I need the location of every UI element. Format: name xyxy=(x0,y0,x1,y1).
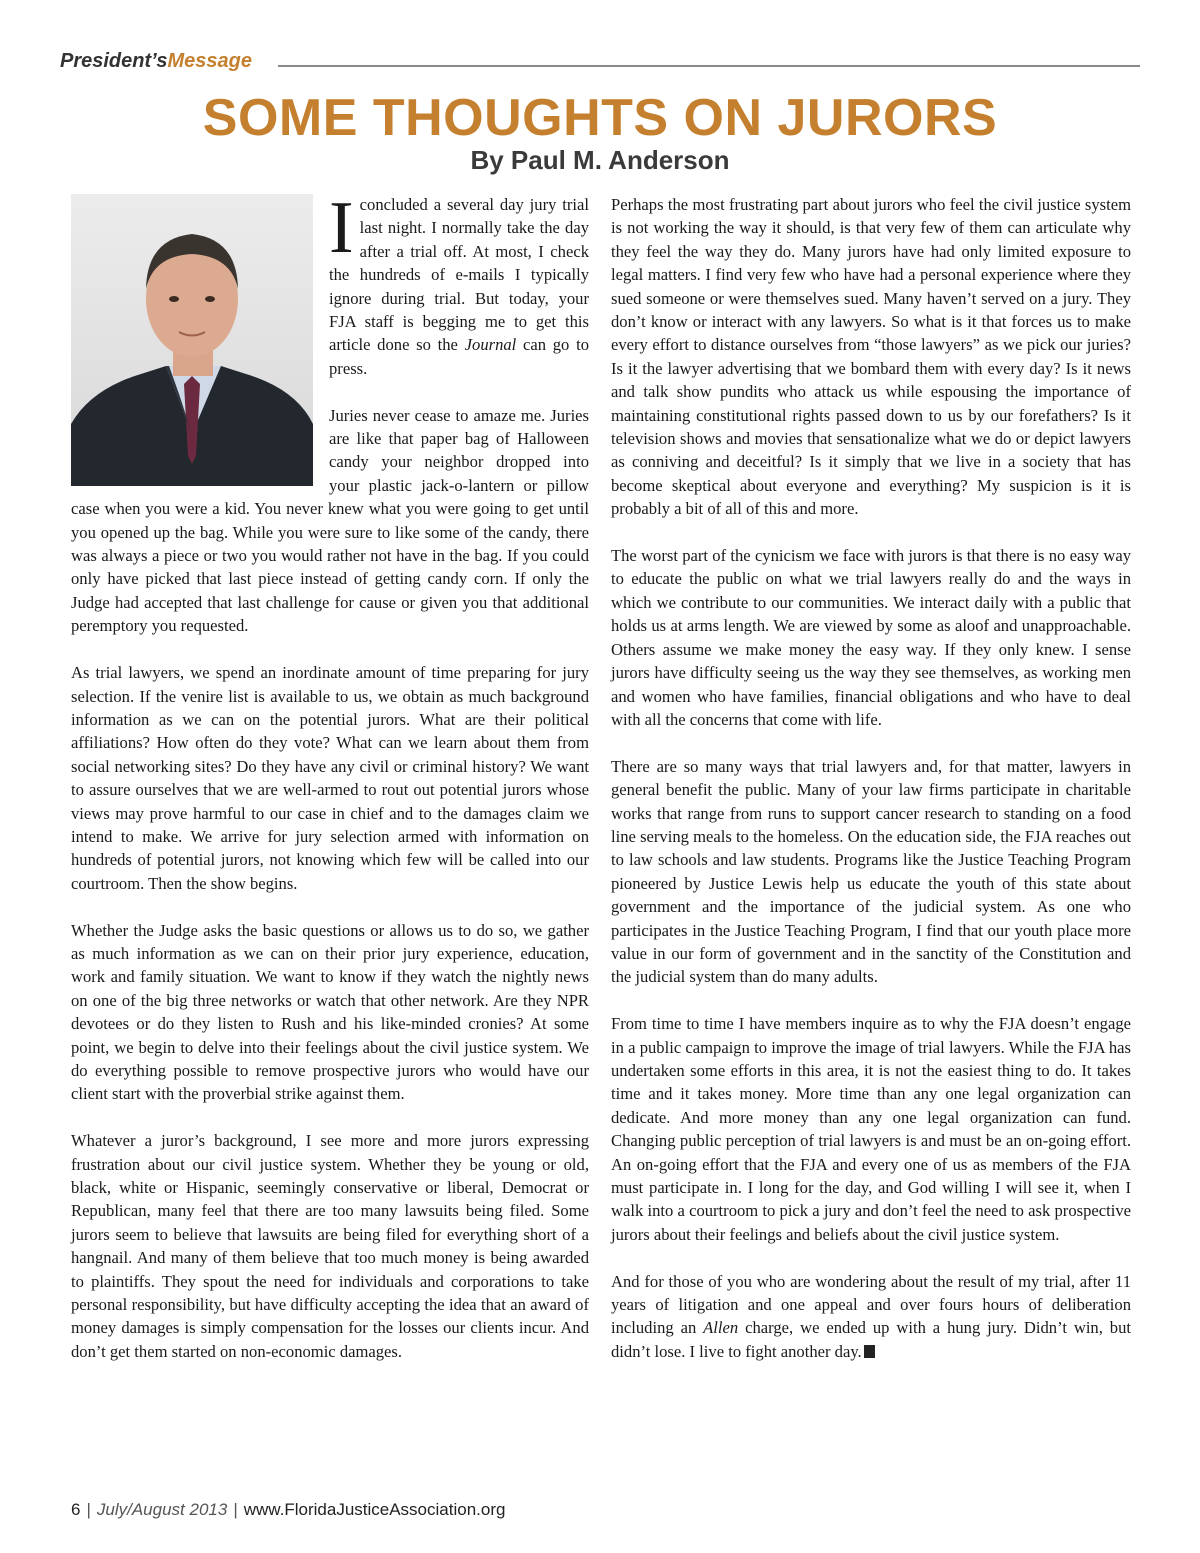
footer-separator: | xyxy=(86,1500,91,1519)
paragraph-1-end: can go to press. xyxy=(329,335,589,378)
article-column-right xyxy=(611,193,1131,1387)
article-column-left xyxy=(71,187,589,1387)
paragraph-8: There are so many ways that trial lawyers and, for that matter, lawyers in general benefit the public. Many of your law firms participate in charitable works that range from runs to support cancer research to standing on a food line serving meals to the homeless. On the education side, the FJA reaches out to law schools and law students. Programs like the Justice Teaching Program pioneered by Justice Lewis help us educate the youth of this state about government and the importance of the judicial system. As one who participates in the Justice Teaching Program, I find that our youth place more value in our form of government and in the sanctity of the Constitution and the judicial system than do many adults. xyxy=(611,756,1131,987)
paragraph-7: The worst part of the cynicism we face with jurors is that there is no easy way to educate the public on what we trial lawyers really do and the ways in which we contribute to our communities. We interact daily with a public that holds us at arms length. We are viewed by some as aloof and unapproachable. Others assume we make money the easy way. If they only knew. I sense jurors have difficulty seeing us the way they see themselves, as working men and women who have families, financial obligations and who have to deal with all the concerns that come with life. xyxy=(611,546,1131,729)
paragraph-5: Whatever a juror’s background, I see more and more jurors expressing frustration about our civil justice system. Whether they be young or old, black, white or Hispanic, seemingly conservative or liberal, Democrat or Republican, many feel that there are too many lawsuits being filed. Some jurors seem to believe that lawsuits are being filed for everything short of a hangnail. And many of them believe that too much money is being awarded to plaintiffs. They spout the need for individuals and corporations to take personal responsibility, but have difficulty accepting the idea that an award of money damages is simply compensation for the losses our clients incur. And don’t get them started on non-economic damages. xyxy=(71,1131,589,1361)
journal-title: Journal xyxy=(464,335,517,355)
drop-cap: I xyxy=(329,187,354,269)
paragraph-9: From time to time I have members inquire as to why the FJA doesn’t engage in a public campaign to improve the image of trial lawyers. While the FJA has undertaken some efforts in this area, it is not the easiest thing to do. It takes time and it takes money. More time than any one legal organization can dedicate. And more money than any one legal organization can fund. Changing public perception of trial lawyers is and must be an on-going effort. An on-going effort that the FJA and every one of us as members of the FJA must participate in. I long for the day, and God willing I will see it, when I walk into a courtroom to pick a jury and don’t feel the need to ask prospective jurors about their feelings and beliefs about the civil justice system. xyxy=(611,1014,1131,1244)
article-byline: By Paul M. Anderson xyxy=(470,145,730,175)
issue-date: July/August 2013 xyxy=(96,1500,228,1519)
paragraph-6: Perhaps the most frustrating part about jurors who feel the civil justice system is not working the way it should, is that very few of them can articulate why they feel the way they do. Many jurors have had only limited exposure to legal matters. I find very few who have had a personal experience where they sued someone or were themselves sued. Many haven’t served on a jury. They don’t know or interact with any lawyers. So what is it that forces us to make every effort to distance ourselves from “those lawyers” as we pick our juries? Is it the lawyer advertising that we bombard them with every day? Is it news and talk show pundits who attack us while espousing the importance of maintaining constitutional rights passed down to us by our forefathers? Is it television shows and movies that sensationalize what we do or depict lawyers as conniving and deceitful? Is it simply that we live in a society that has become skeptical about everyone and everything? My suspicion is it is probably a bit of all of this and more. xyxy=(611,195,1131,519)
header-rule xyxy=(278,65,1140,67)
allen-charge-term: Allen xyxy=(703,1318,739,1338)
article-title: SOME THOUGHTS ON JURORS xyxy=(202,89,998,147)
page-number: 6 xyxy=(71,1500,81,1519)
page-footer xyxy=(71,1500,505,1520)
section-header xyxy=(60,50,1140,78)
paragraph-10 xyxy=(611,1270,1131,1364)
paragraph-10-start: And for those of you who are wondering about the result of my trial, after 11 years of litigation and one appeal and over fours hours of deliberation including an xyxy=(611,1271,1131,1338)
author-photo xyxy=(71,194,313,486)
section-label xyxy=(60,50,252,73)
section-label-accent: Message xyxy=(167,50,252,72)
footer-separator: | xyxy=(233,1500,238,1519)
end-of-article-mark xyxy=(864,1345,875,1358)
paragraph-2: Juries never cease to amaze me. Juries are like that paper bag of Halloween candy your neighbor dropped into your plastic jack-o-lantern or pillow case when you were a kid. You never knew what you were going to get until you opened up the bag. While you were sure to like some of the candy, there was always a piece or two you would rather not have in the bag. If you could only have picked that last piece instead of getting candy corn. If only the Judge had accepted that last challenge for cause or given you that additional peremptory you requested. xyxy=(71,405,589,636)
paragraph-3: As trial lawyers, we spend an inordinate amount of time preparing for jury selection. If the venire list is available to us, we obtain as much background information as we can on the potential jurors. What are their political affiliations? How often do they vote? What can we learn about them from social networking sites? Do they have any civil or criminal history? We want to assure ourselves that we are well-armed to rout out potential jurors whose views may prove harmful to our case in chief and to the damages claim we intend to make. We arrive for jury selection armed with information on hundreds of potential jurors, not knowing which few will be called into our courtroom. Then the show begins. xyxy=(71,663,589,893)
author-portrait-graphic xyxy=(71,194,313,486)
paragraph-1-text: concluded a several day jury trial last night. I normally take the day after a trial off. At most, I check the hundreds of e-mails I typically ignore during trial. But today, your FJA staff is begging me to get this article done so the xyxy=(329,195,589,355)
paragraph-4: Whether the Judge asks the basic questions or allows us to do so, we gather as much information as we can on their prior jury experience, education, work and family situation. We want to know if they watch the nightly news on one of the big three networks or watch that other network. Are they NPR devotees or do they listen to Rush and his like-minded cronies? At some point, we begin to delve into their feelings about the civil justice system. We do everything possible to remove prospective jurors who would have our client start with the proverbial strike against them. xyxy=(71,920,589,1104)
section-label-prefix: President’s xyxy=(60,50,168,72)
paragraph-10-end: charge, we ended up with a hung jury. Didn’t win, but didn’t lose. I live to fight another day. xyxy=(611,1318,1131,1361)
website-link[interactable]: www.FloridaJusticeAssociation.org xyxy=(243,1500,506,1519)
